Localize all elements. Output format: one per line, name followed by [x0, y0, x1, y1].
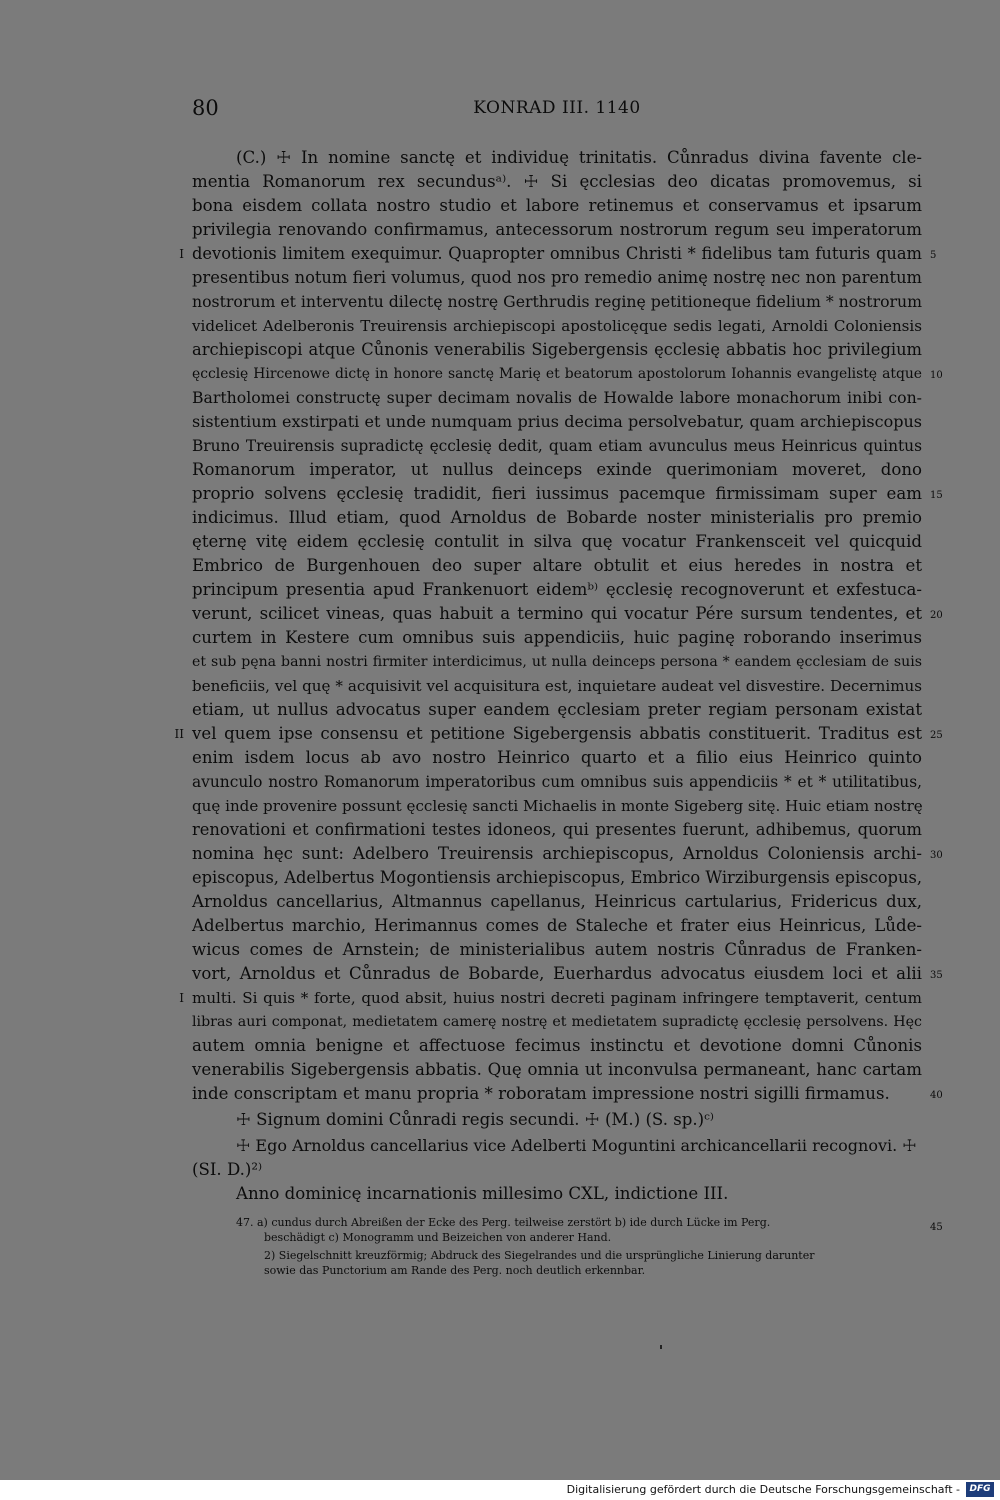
footer-bar — [0, 1480, 1000, 1500]
text-line: renovationi et confirmationi testes idoneos, qui presentes fuerunt, adhibemus, quorum — [192, 820, 922, 839]
margin-marker-left: I — [179, 991, 184, 1005]
text-line: nomina hęc sunt: Adelbero Treuirensis archiepiscopus, Arnoldus Coloniensis archi- — [192, 844, 922, 863]
text-line: Bartholomei constructę super decimam novalis de Howalde labore monachorum inibi con- — [192, 388, 922, 407]
text-line: libras auri componat, medietatem camerę nostrę et medietatem supradictę ęcclesię persolvens. Hęc — [192, 1014, 922, 1030]
text-line: presentibus notum fieri volumus, quod nos pro remedio animę nostrę nec non parentum — [192, 268, 922, 287]
text-line: sistentium exstirpati et unde numquam prius decima persolvebatur, quam archiepiscopus — [192, 412, 922, 431]
text-line: autem omnia benigne et affectuose fecimus instinctu et devotione domni Cůnonis — [192, 1036, 922, 1055]
text-line: Adelbertus marchio, Herimannus comes de Staleche et frater eius Heinricus, Lůde- — [192, 916, 922, 935]
line-number: 25 — [930, 730, 943, 741]
footnote-line: 47. a) cundus durch Abreißen der Ecke des Perg. teilweise zerstört b) ide durch Lücke im Perg. — [236, 1216, 771, 1229]
text-line: ęcclesię Hircenowe dictę in honore sanctę Marię et beatorum apostolorum Iohannis evangelistę atque — [192, 366, 922, 382]
seal-line: (SI. D.)²⁾ — [192, 1160, 263, 1179]
text-line: venerabilis Sigebergensis abbatis. Quę omnia ut inconvulsa permaneant, hanc cartam — [192, 1060, 922, 1079]
line-number: 10 — [930, 370, 943, 381]
text-line: Bruno Treuirensis supradictę ęcclesię dedit, quam etiam avunculus meus Heinricus quintus — [192, 437, 922, 455]
margin-marker-left: II — [174, 727, 184, 741]
text-line: quę inde provenire possunt ęcclesię sancti Michaelis in monte Sigeberg sitę. Huic etiam nostrę — [192, 797, 923, 815]
text-line: vort, Arnoldus et Cůnradus de Bobarde, Euerhardus advocatus eiusdem loci et alii — [192, 964, 922, 983]
line-number: 20 — [930, 610, 943, 621]
text-line: indicimus. Illud etiam, quod Arnoldus de Bobarde noster ministerialis pro premio — [192, 508, 922, 527]
text-line: proprio solvens ęcclesię tradidit, fieri iussimus pacemque firmissimam super eam — [192, 484, 922, 503]
text-line: et sub pęna banni nostri firmiter interdicimus, ut nulla deinceps persona * eandem ęcclesiam de suis — [192, 654, 922, 670]
recognition-line: ☩ Ego Arnoldus cancellarius vice Adelberti Moguntini archicancellarii recognovi. ☩ — [236, 1136, 917, 1155]
scan-speck — [660, 1345, 662, 1349]
text-line: episcopus, Adelbertus Mogontiensis archiepiscopus, Embrico Wirziburgensis episcopus, — [192, 868, 922, 887]
text-line: multi. Si quis * forte, quod absit, huius nostri decreti paginam infringere temptaverit, centum — [192, 989, 922, 1007]
line-number: 5 — [930, 250, 937, 261]
text-line: verunt, scilicet vineas, quas habuit a termino qui vocatur Pére sursum tendentes, et — [192, 604, 922, 623]
text-line: bona eisdem collata nostro studio et labore retinemus et conservamus et ipsarum — [192, 196, 922, 215]
text-line: principum presentia apud Frankenuort eidemᵇ⁾ ęcclesię recognoverunt et exfestuca- — [192, 580, 922, 599]
text-line: videlicet Adelberonis Treuirensis archiepiscopi apostolicęque sedis legati, Arnoldi Coloniensis — [192, 317, 922, 335]
text-line: etiam, ut nullus advocatus super eandem ęcclesiam preter regiam personam existat — [192, 700, 922, 719]
text-line: privilegia renovando confirmamus, antecessorum nostrorum regum seu imperatorum — [192, 220, 922, 239]
text-line: (C.) ☩ In nomine sanctę et individuę trinitatis. Cůnradus divina favente cle- — [236, 148, 922, 167]
text-line: inde conscriptam et manu propria * roboratam impressione nostri sigilli firmamus. — [192, 1084, 890, 1103]
text-line: nostrorum et interventu dilectę nostrę Gerthrudis reginę petitioneque fidelium * nostrorum — [192, 292, 922, 311]
text-line: ęternę vitę eidem ęcclesię contulit in silva quę vocatur Frankensceit vel quicquid — [192, 532, 922, 551]
line-number: 40 — [930, 1090, 943, 1101]
text-line: mentia Romanorum rex secundusᵃ⁾. ☩ Si ęcclesias deo dicatas promovemus, si — [192, 172, 922, 191]
text-line: curtem in Kestere cum omnibus suis appendiciis, huic paginę roborando inserimus — [192, 628, 922, 647]
footnote-line: beschädigt c) Monogramm und Beizeichen von anderer Hand. — [264, 1231, 612, 1244]
footnote-line: 2) Siegelschnitt kreuzförmig; Abdruck des Siegelrandes und die ursprüngliche Linierung darunter — [264, 1249, 815, 1262]
signum-line: ☩ Signum domini Cůnradi regis secundi. ☩ (M.) (S. sp.)ᶜ⁾ — [236, 1110, 714, 1129]
page-number: 80 — [192, 96, 219, 120]
line-number: 45 — [930, 1222, 943, 1233]
text-line: vel quem ipse consensu et petitione Sigebergensis abbatis constituerit. Traditus est — [192, 724, 922, 743]
text-line: archiepiscopi atque Cůnonis venerabilis Sigebergensis ęcclesię abbatis hoc privilegium — [192, 340, 922, 359]
line-number: 30 — [930, 850, 943, 861]
page-title: KONRAD III. 1140 — [473, 98, 641, 118]
text-line: beneficiis, vel quę * acquisivit vel acquisitura est, inquietare audeat vel disvestire. Decernimus — [192, 677, 922, 695]
text-line: Embrico de Burgenhouen deo super altare obtulit et eius heredes in nostra et — [192, 556, 922, 575]
text-line: enim isdem locus ab avo nostro Heinrico quarto et a filio eius Heinrico quinto — [192, 748, 922, 767]
line-number: 35 — [930, 970, 943, 981]
text-line: wicus comes de Arnstein; de ministerialibus autem nostris Cůnradus de Franken- — [192, 940, 922, 959]
text-line: avunculo nostro Romanorum imperatoribus cum omnibus suis appendiciis * et * utilitatibus, — [192, 773, 922, 791]
line-number: 15 — [930, 490, 943, 501]
text-line: Arnoldus cancellarius, Altmannus capellanus, Heinricus cartularius, Fridericus dux, — [192, 892, 922, 911]
dfg-logo-icon: DFG — [966, 1482, 994, 1497]
text-line: devotionis limitem exequimur. Quapropter omnibus Christi * fidelibus tam futuris quam — [192, 244, 922, 263]
footnote-line: sowie das Punctorium am Rande des Perg. noch deutlich erkennbar. — [264, 1264, 646, 1277]
margin-marker-left: I — [179, 247, 184, 261]
funding-notice: Digitalisierung gefördert durch die Deutsche Forschungsgemeinschaft - — [566, 1483, 960, 1496]
text-line: Romanorum imperator, ut nullus deinceps exinde querimoniam moveret, dono — [192, 460, 922, 479]
dating-line: Anno dominicę incarnationis millesimo CXL, indictione III. — [236, 1184, 729, 1203]
